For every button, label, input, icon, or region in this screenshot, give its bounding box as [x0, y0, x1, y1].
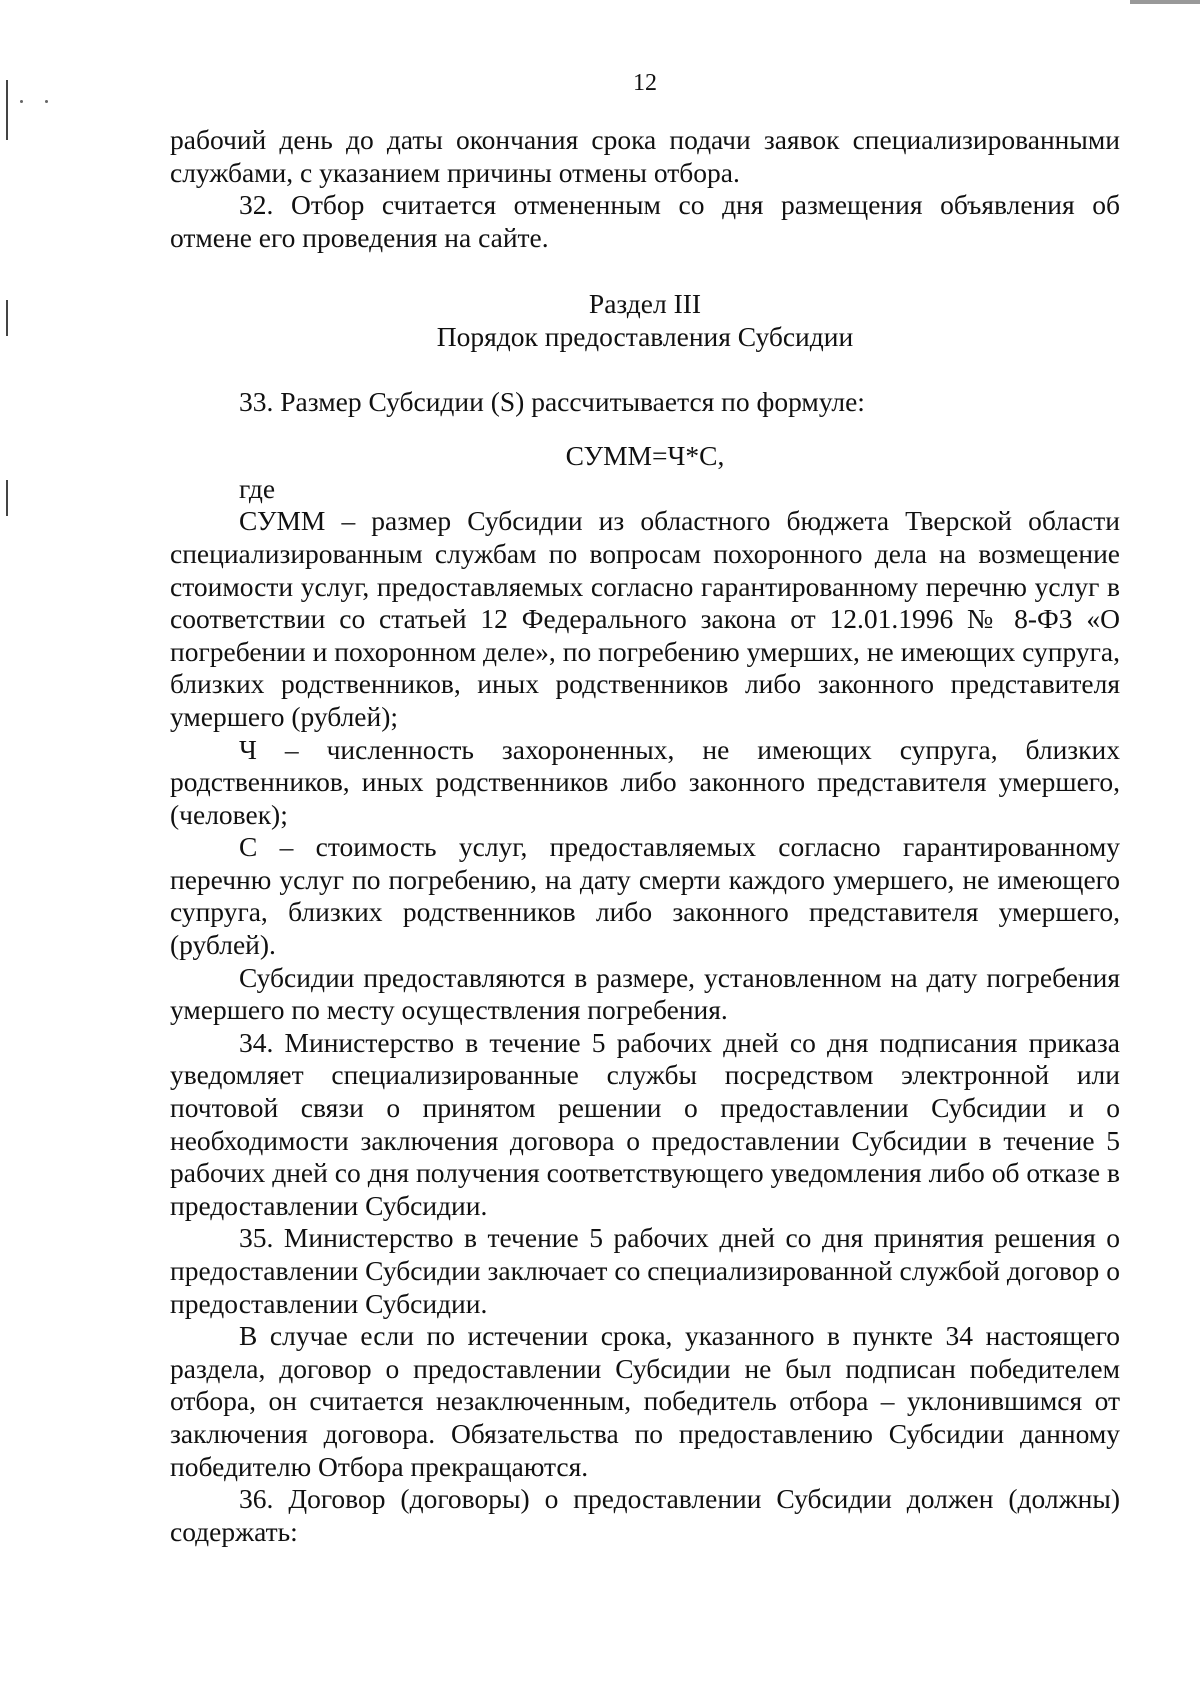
- scan-dot: [45, 100, 48, 103]
- paragraph-34: 34. Министерство в течение 5 рабочих дней со дня подписания приказа уведомляет специализированные службы посредством электронной или почтовой связи о принятом решении о предоставлении Субсидии и о необходимости заключения договора о предоставлении Субсидии в течение 5 рабочих дней со дня получения соответствующего уведомления либо об отказе в предоставлении Субсидии.: [170, 1026, 1120, 1221]
- scan-corner-smudge: [1130, 0, 1200, 4]
- paragraph-33: 33. Размер Субсидии (S) рассчитывается по формуле:: [239, 385, 865, 417]
- scan-dot: [20, 100, 23, 103]
- scan-margin-line-lower: [6, 480, 8, 516]
- page-number: 12: [633, 70, 657, 96]
- paragraph-32: 32. Отбор считается отмененным со дня размещения объявления об отмене его проведения на сайте.: [170, 189, 1120, 253]
- definition-summ: СУММ – размер Субсидии из областного бюджета Тверской области специализированным службам по вопросам похоронного дела на возмещение стоимости услуг, предоставляемых согласно гарантированному перечню услуг в соответствии со статьей 12 Федерального закона от 12.01.1996 № 8-ФЗ «О погребении и похоронном деле», по погребению умерших, не имеющих супруга, близких родственников, иных родственников либо законного представителя умершего (рублей);: [170, 505, 1120, 732]
- paragraph-continuation: рабочий день до даты окончания срока подачи заявок специализированными службами, с указанием причины отмены отбора.: [170, 124, 1120, 188]
- paragraph-35-case: В случае если по истечении срока, указанного в пункте 34 настоящего раздела, договор о предоставлении Субсидии не был подписан победителем отбора, он считается незаключенным, победитель отбора – уклонившимся от заключения договора. Обязательства по предоставлению Субсидии данному победителю Отбора прекращаются.: [170, 1320, 1120, 1482]
- definition-s: С – стоимость услуг, предоставляемых согласно гарантированному перечню услуг по погребению, на дату смерти каждого умершего, не имеющего супруга, близких родственников либо законного представителя умершего, (рублей).: [170, 831, 1120, 961]
- paragraph-36: 36. Договор (договоры) о предоставлении Субсидии должен (должны) содержать:: [170, 1483, 1120, 1547]
- section-number: Раздел III: [588, 288, 702, 320]
- section-title: Порядок предоставления Субсидии: [436, 320, 854, 352]
- definition-ch: Ч – численность захороненных, не имеющих супруга, близких родственников, иных родственников либо законного представителя умершего, (человек);: [170, 733, 1120, 830]
- document-body: [170, 124, 1120, 1548]
- where-label: где: [239, 472, 276, 504]
- formula: СУММ=Ч*С,: [565, 440, 725, 472]
- subsidy-note: Субсидии предоставляются в размере, установленном на дату погребения умершего по месту осуществления погребения.: [170, 961, 1120, 1026]
- paragraph-35: 35. Министерство в течение 5 рабочих дней со дня принятия решения о предоставлении Субсидии заключает со специализированной службой договор о предоставлении Субсидии.: [170, 1222, 1120, 1319]
- scan-margin-line-mid: [6, 300, 8, 336]
